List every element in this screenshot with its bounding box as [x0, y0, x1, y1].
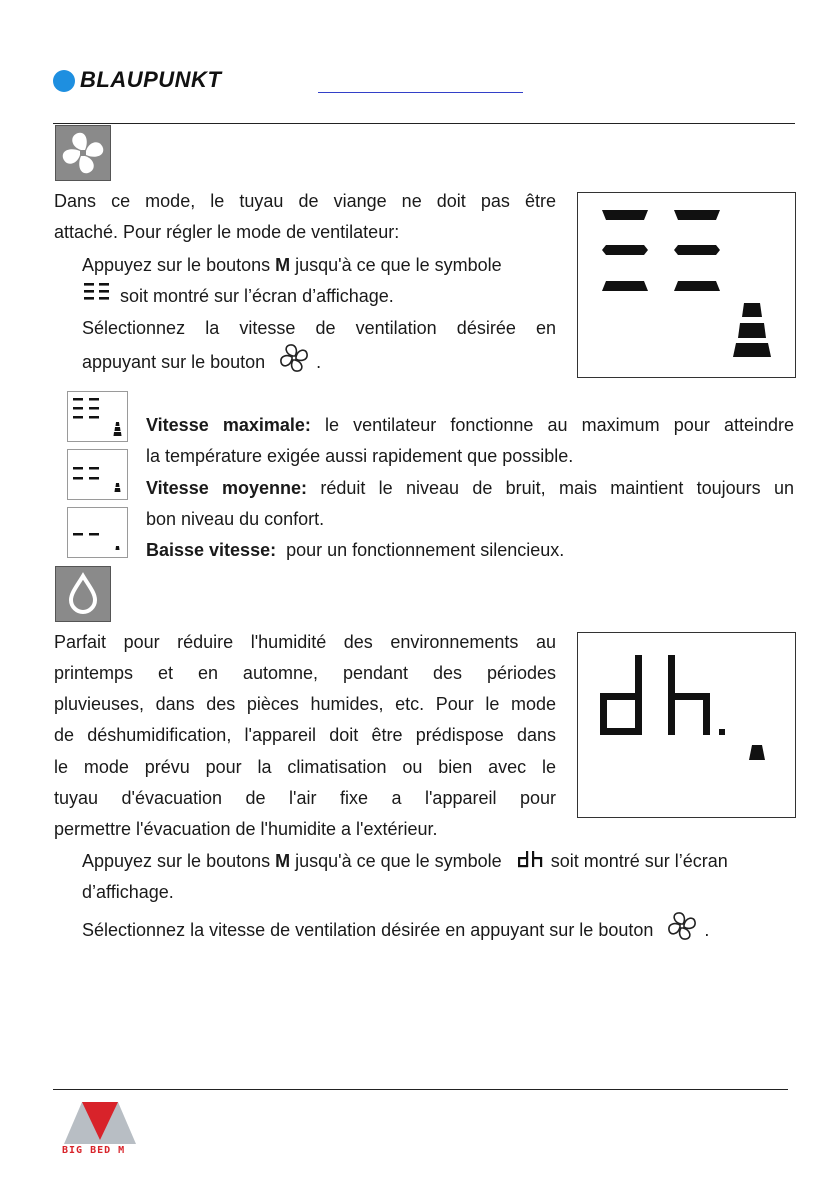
speed-medium-desc: réduit le niveau de bruit, mais maintient toujours un [307, 478, 794, 498]
fan-step-2-end: . [316, 352, 322, 372]
dry-step-2-text: Sélectionnez la vitesse de ventilation désirée en appuyant sur le bouton [82, 920, 654, 940]
dry-step-1-text-b: jusqu'à ce que le symbole [290, 851, 502, 871]
fan-step-2-line-1: Sélectionnez la vitesse de ventilation désirée en [82, 318, 556, 338]
fan-lcd-display [577, 192, 796, 378]
speed-medium-line-1 [146, 473, 794, 505]
speed-low-label: Baisse vitesse: [146, 540, 277, 560]
m-button-label-2: M [275, 851, 291, 871]
dry-intro-line-7: permettre l'évacuation de l'humidite a l'extérieur. [54, 819, 438, 839]
dry-lcd-display [577, 632, 796, 818]
dry-step-1-line-2: d’affichage. [82, 882, 174, 902]
fan-mode-lcd-symbol [82, 281, 112, 314]
dry-intro-line-5: le mode prévu pour la climatisation ou bien avec le [54, 757, 556, 777]
dry-step-2-end: . [704, 920, 710, 940]
fan-speed-button-icon [280, 344, 308, 383]
speed-high-icon [67, 391, 128, 442]
fan-step-1-text-b: jusqu'à ce que le symbole [290, 255, 502, 275]
speed-medium-label: Vitesse moyenne: [146, 478, 308, 498]
fan-intro-line-1: Dans ce mode, le tuyau de viange ne doit pas être [54, 191, 556, 211]
speed-high-line-1 [146, 410, 794, 442]
speed-medium-icon [67, 449, 128, 500]
dry-mode-icon [55, 566, 111, 622]
header-rule [53, 123, 795, 124]
fan-speed-button-icon-2 [668, 912, 696, 951]
dry-step-1 [82, 846, 794, 878]
footer-logo [60, 1100, 140, 1158]
footer-rule [53, 1089, 788, 1090]
dry-intro-line-3: pluvieuses, dans des pièces humides, etc. Pour le mode [54, 694, 556, 714]
speed-low-line-1 [146, 535, 794, 567]
dry-step-1-text-a: Appuyez sur le boutons [82, 851, 276, 871]
fan-step-1-text-a: Appuyez sur le boutons [82, 255, 276, 275]
speed-high-line-2: la température exigée aussi rapidement que possible. [146, 446, 574, 466]
dry-intro-line-2: printemps et en automne, pendant des périodes [54, 663, 556, 683]
m-button-label: M [275, 255, 291, 275]
speed-high-label: Vitesse maximale: [146, 415, 311, 435]
dry-intro-line-1: Parfait pour réduire l'humidité des environnements au [54, 632, 556, 652]
fan-intro-line-2: attaché. Pour régler le mode de ventilateur: [54, 222, 400, 242]
fan-step-2-line-2 [82, 344, 562, 383]
fan-step-1-line-2 [82, 281, 562, 314]
dry-intro-line-6: tuyau d'évacuation de l'air fixe a l'appareil pour [54, 788, 556, 808]
brand-logo-dot [53, 70, 75, 92]
speed-medium-line-2: bon niveau du confort. [146, 509, 325, 529]
fan-mode-icon [55, 125, 111, 181]
fan-step-1-line-2-text: soit montré sur l’écran d’affichage. [120, 286, 394, 306]
speed-low-desc: pour un fonctionnement silencieux. [276, 540, 565, 560]
brand-logo: BLAUPUNKT [80, 67, 222, 92]
footer-logo-text: BIG BED M [62, 1145, 126, 1156]
dh-lcd-symbol [517, 847, 545, 879]
speed-high-desc: le ventilateur fonctionne au maximum pour atteindre [310, 415, 794, 435]
dry-step-2 [82, 912, 794, 951]
speed-low-icon [67, 507, 128, 558]
header-link[interactable] [318, 68, 523, 93]
dry-intro-line-4: de déshumidification, l'appareil doit être prédispose dans [54, 725, 556, 745]
dry-step-1-text-c: soit montré sur l’écran [550, 851, 728, 871]
fan-step-1 [82, 250, 562, 282]
fan-step-2-text: appuyant sur le bouton [82, 352, 266, 372]
